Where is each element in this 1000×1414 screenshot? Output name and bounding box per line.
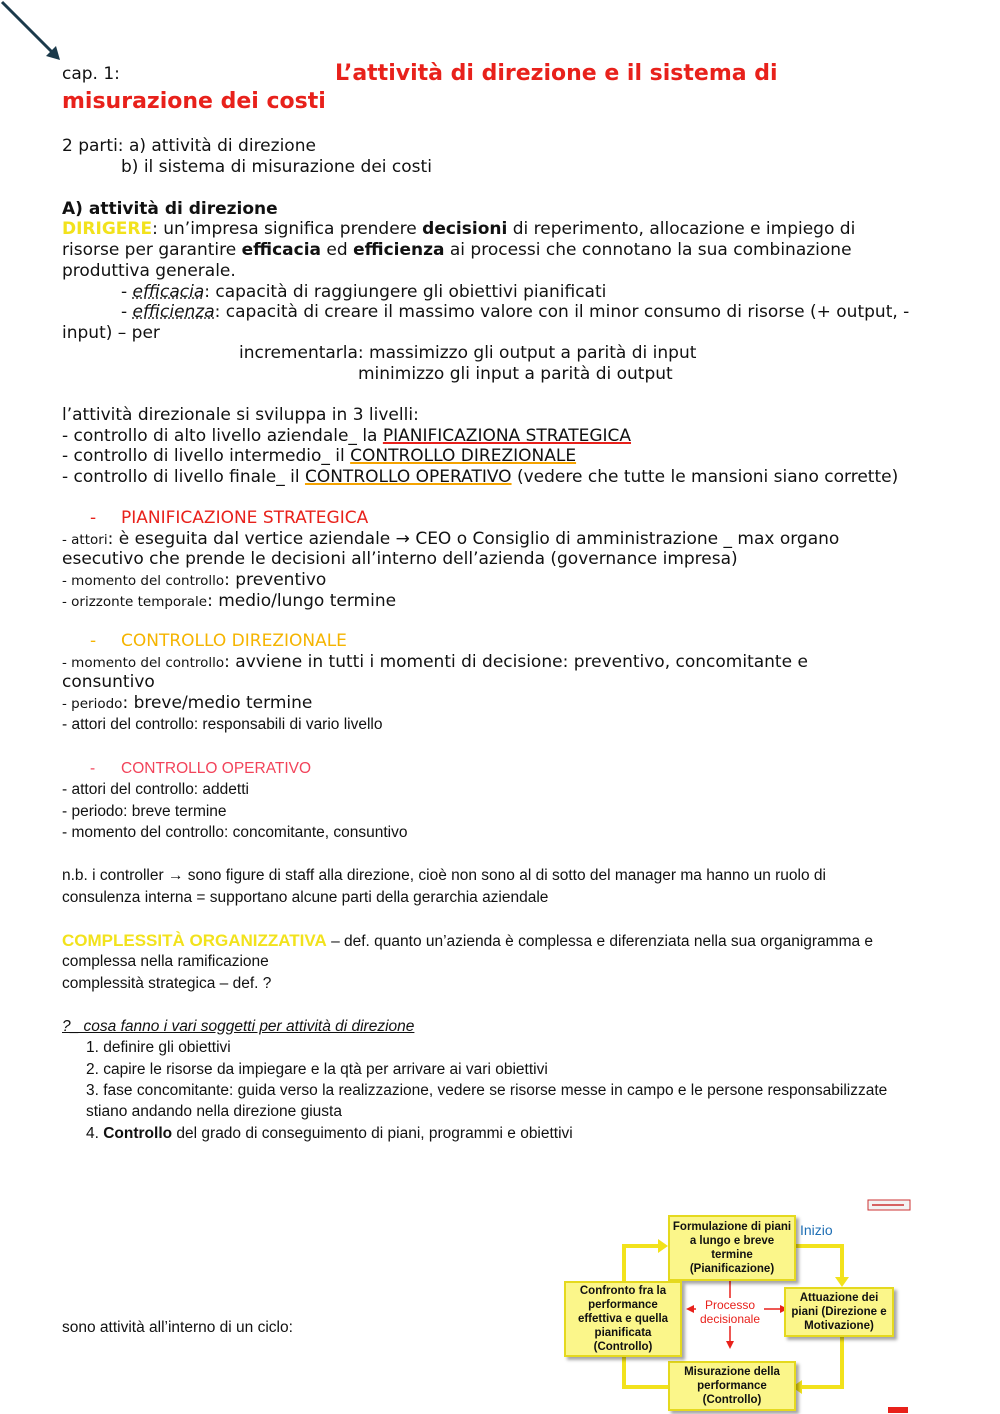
operativo-title: CONTROLLO OPERATIVO xyxy=(121,760,312,777)
value: : breve/medio termine xyxy=(122,693,313,713)
text: (vedere che tutte le mansioni siano corrette) xyxy=(511,467,899,487)
page-title: L’attività di direzione e il sistema di xyxy=(335,61,778,86)
efficienza-line xyxy=(121,302,909,323)
level-2 xyxy=(62,446,576,467)
text-bold: efficienza xyxy=(353,240,445,260)
soggetti-item-3: 3. fase concomitante: guida verso la realizzazione, vedere se risorse messe in campo e le persone responsabilizzate xyxy=(86,1082,888,1099)
efficienza-cont: input) – per xyxy=(62,323,160,343)
pianificazione-momento xyxy=(62,570,326,592)
cycle-center-label: Processo decisionale xyxy=(696,1298,764,1326)
direzionale-bullet: - xyxy=(90,631,97,651)
soggetti-item-3-cont: stiano andando nella direzione giusta xyxy=(86,1103,342,1120)
section-a-heading: A) attività di direzione xyxy=(62,199,278,219)
text: - controllo di alto livello aziendale_ la xyxy=(62,426,383,446)
dirigere-paragraph xyxy=(62,219,855,240)
label: - momento del controllo xyxy=(62,573,225,589)
page-title-cont: misurazione dei costi xyxy=(62,89,326,114)
text: di reperimento, allocazione e impiego di xyxy=(507,219,856,239)
value: : avviene in tutti i momenti di decisione: preventivo, concomitante e xyxy=(224,652,808,672)
text: : capacità di raggiungere gli obiettivi pianificati xyxy=(204,282,607,302)
complessita-title: COMPLESSITÀ ORGANIZZATIVA xyxy=(62,931,327,950)
direzionale-attori xyxy=(62,714,382,735)
label: - orizzonte temporale xyxy=(62,594,208,610)
level-1 xyxy=(62,426,631,447)
levels-intro: l’attività direzionale si sviluppa in 3 livelli: xyxy=(62,405,419,425)
efficacia-term: efficacia xyxy=(132,282,205,302)
cycle-box-confronto: Confronto fra la performance effettiva e quella pianificata (Controllo) xyxy=(564,1281,682,1357)
soggetti-item-1: 1. definire gli obiettivi xyxy=(86,1039,231,1056)
value: : responsabili di vario livello xyxy=(193,716,383,733)
pianificazione-attori xyxy=(62,529,839,551)
dirigere-paragraph-2 xyxy=(62,240,852,261)
level-3-name: CONTROLLO OPERATIVO xyxy=(304,467,512,487)
cycle-box-pianificazione: Formulazione di piani a lungo e breve termine (Pianificazione) xyxy=(668,1215,796,1281)
text: ed xyxy=(321,240,354,260)
text-bold: Controllo xyxy=(103,1125,173,1142)
pianificazione-bullet: - xyxy=(90,508,97,528)
text: - xyxy=(121,282,133,302)
text: - xyxy=(121,302,133,322)
text: risorse per garantire xyxy=(62,240,242,260)
increment-line-1: incrementarla: massimizzo gli output a parità di input xyxy=(239,343,697,363)
operativo-momento: - momento del controllo: concomitante, consuntivo xyxy=(62,824,408,841)
dirigere-paragraph-3: produttiva generale. xyxy=(62,261,236,281)
cycle-box-misurazione: Misurazione della performance (Controllo) xyxy=(668,1361,796,1411)
value: : è eseguita dal vertice aziendale → CEO o Consiglio di amministrazione _ max organo xyxy=(107,529,840,549)
text: : un’impresa significa prendere xyxy=(152,219,423,239)
soggetti-question: ?_ cosa fanno i vari soggetti per attività di direzione xyxy=(62,1018,415,1035)
label: - attori del controllo xyxy=(62,716,194,733)
level-2-name: CONTROLLO DIREZIONALE xyxy=(350,446,577,466)
cycle-start-label: Inizio xyxy=(800,1222,833,1238)
parts-b: b) il sistema di misurazione dei costi xyxy=(121,157,432,177)
soggetti-item-4 xyxy=(86,1123,573,1144)
text-bold: decisioni xyxy=(422,219,508,239)
increment-line-2: minimizzo gli input a parità di output xyxy=(358,364,673,384)
operativo-attori: - attori del controllo: addetti xyxy=(62,781,249,798)
label: - periodo xyxy=(62,696,123,712)
corner-arrow-icon xyxy=(0,0,70,70)
direzionale-momento-cont: consuntivo xyxy=(62,672,155,692)
text-bold: efficacia xyxy=(241,240,322,260)
complessita-strategica: complessità strategica – def. ? xyxy=(62,975,272,992)
text: ai processi che connotano la sua combinazione xyxy=(444,240,852,260)
direzionale-title: CONTROLLO DIREZIONALE xyxy=(121,631,347,651)
efficacia-line xyxy=(121,282,606,303)
label: - attori xyxy=(62,532,108,548)
text: : capacità di creare il massimo valore con il minor consumo di risorse (+ output, - xyxy=(214,302,910,322)
level-3 xyxy=(62,467,898,488)
direzionale-momento xyxy=(62,652,808,674)
operativo-bullet: - xyxy=(90,760,96,777)
cycle-box-attuazione: Attuazione dei piani (Direzione e Motivazione) xyxy=(784,1287,894,1337)
pianificazione-attori-cont: esecutivo che prende le decisioni all’interno dell’azienda (governance impresa) xyxy=(62,549,738,569)
value: : preventivo xyxy=(224,570,327,590)
nb-line-2: consulenza interna = supportano alcune parti della gerarchia aziendale xyxy=(62,889,549,906)
operativo-periodo: - periodo: breve termine xyxy=(62,803,227,820)
cycle-diagram xyxy=(560,1195,920,1414)
level-1-name: PIANIFICAZIONA STRATEGICA xyxy=(382,426,632,446)
direzionale-periodo xyxy=(62,693,312,715)
chapter-label: cap. 1: xyxy=(62,64,120,84)
value: : medio/lungo termine xyxy=(207,591,397,611)
text: – def. quanto un’azienda è complessa e diferenziata nella sua organigramma e xyxy=(326,933,874,950)
cycle-caption: sono attività all’interno di un ciclo: xyxy=(62,1319,293,1336)
complessita-cont: complessa nella ramificazione xyxy=(62,953,269,970)
complessita-line xyxy=(62,930,873,952)
parts-a: 2 parti: a) attività di direzione xyxy=(62,136,316,156)
label: - momento del controllo xyxy=(62,655,225,671)
dirigere-term: DIRIGERE xyxy=(62,219,153,239)
pianificazione-title: PIANIFICAZIONE STRATEGICA xyxy=(121,508,369,528)
efficienza-term: efficienza xyxy=(132,302,215,322)
text: del grado di conseguimento di piani, programmi e obiettivi xyxy=(172,1125,573,1142)
pianificazione-orizzonte xyxy=(62,591,396,613)
soggetti-item-2: 2. capire le risorse da impiegare e la qtà per arrivare ai vari obiettivi xyxy=(86,1061,548,1078)
text: 4. xyxy=(86,1125,104,1142)
text: - controllo di livello intermedio_ il xyxy=(62,446,351,466)
text: - controllo di livello finale_ il xyxy=(62,467,305,487)
nb-line-1: n.b. i controller → sono figure di staff alla direzione, cioè non sono al di sotto del manager ma hanno un ruolo di xyxy=(62,867,826,884)
